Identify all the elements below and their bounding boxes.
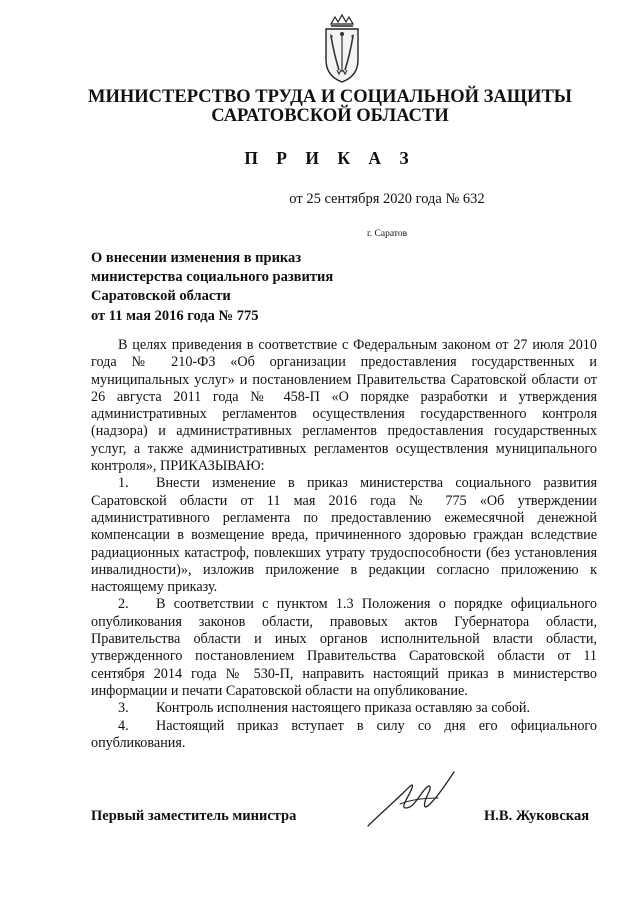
order-item-2: [91, 596, 597, 700]
date-number-text: от 25 сентября 2020 года № 632: [289, 191, 485, 207]
item-number: 3.: [118, 700, 129, 717]
document-city: [60, 229, 600, 239]
subject-line: О внесении изменения в приказ: [91, 250, 302, 266]
item-number: 2.: [118, 596, 129, 613]
document-type-title: П Р И К А З: [244, 148, 416, 168]
coat-of-arms-icon: [320, 14, 364, 84]
ministry-name: [60, 88, 600, 126]
order-item-1: [91, 475, 597, 596]
subject-line: от 11 мая 2016 года № 775: [91, 307, 259, 324]
item-text: Внести изменение в приказ министерства социального развития Саратовской области от 11 мая 2016 года № 775 «Об утверждении административного регламента по предоставлению ежемесячной денежной компенсации в возмещение вреда, причиненного здоровью граждан вследствие радиационных катастроф, повлекших утрату трудоспособности (без установления инвалидности)», изложив приложение в редакции согласно приложению к настоящему приказу.: [91, 475, 597, 596]
preamble-paragraph: В целях приведения в соответствие с Федеральным законом от 27 июля 2010 года № 210-ФЗ «Об организации предоставления государственных и муниципальных услуг» и постановлением Правительства Саратовской области от 26 августа 2011 года № 458-П «О порядке разработки и утверждения административных регламентов осуществления государственного контроля (надзора) и административных регламентов предоставления государственных услуг, а также административных регламентов осуществления муниципального контроля», ПРИКАЗЫВАЮ:: [91, 337, 597, 475]
handwritten-signature: [360, 768, 460, 830]
subject-line: министерства социального развития: [91, 269, 334, 286]
document-subject: [91, 249, 421, 326]
signatory-position: Первый заместитель министра: [91, 808, 297, 824]
item-text: Настоящий приказ вступает в силу со дня его официального опубликования.: [91, 717, 597, 751]
order-item-3: [91, 700, 597, 717]
signatory-name: Н.В. Жуковская: [484, 808, 590, 824]
document-body: [91, 337, 597, 752]
document-date-number: [60, 191, 600, 208]
order-item-4: [91, 718, 597, 753]
ministry-name-line1: МИНИСТЕРСТВО ТРУДА И СОЦИАЛЬНОЙ ЗАЩИТЫ: [88, 87, 572, 107]
subject-line: Саратовской области: [91, 288, 231, 305]
item-text: Контроль исполнения настоящего приказа оставляю за собой.: [156, 700, 531, 717]
item-number: 1.: [118, 475, 129, 492]
ministry-name-line2: САРАТОВСКОЙ ОБЛАСТИ: [211, 106, 449, 126]
item-number: 4.: [118, 717, 129, 734]
city-text: г. Саратов: [366, 229, 408, 239]
item-text: В соответствии с пунктом 1.3 Положения о порядке официального опубликования законов области, правовых актов Губернатора области, Правительства области и иных органов исполнительной власти области, утвержденного постановлением Правительства Саратовской области от 11 сентября 2014 года № 530-П, направить настоящий приказ в министерство информации и печати Саратовской области на опубликование.: [91, 596, 597, 699]
